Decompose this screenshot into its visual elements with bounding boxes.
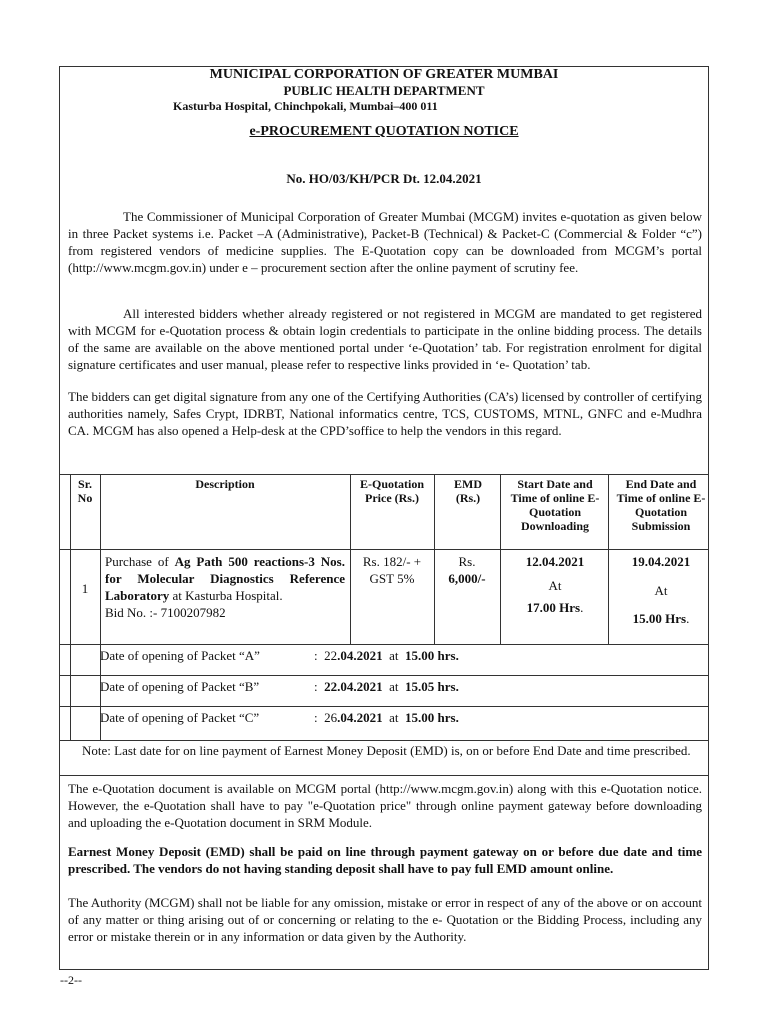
opening-c-value: : 26.04.2021 at 15.00 hrs. (314, 710, 459, 725)
header-description: Description (195, 477, 255, 491)
document-frame (59, 66, 709, 970)
opening-c-label: Date of opening of Packet “C” (100, 710, 260, 725)
emd-note: Note: Last date for on line payment of Earnest Money Deposit (EMD) is, on or before End Date and time prescribed. (82, 743, 691, 758)
emd-payment-paragraph: Earnest Money Deposit (EMD) shall be paid on line through payment gateway on or before due date and time prescribed. The vendors do not having standing deposit shall have to pay full EMD amount online. (68, 844, 702, 876)
row-description: Purchase of Ag Path 500 reactions-3 Nos. for Molecular Diagnostics Reference Laboratory at Kasturba Hospital. Bid No. :- 7100207982 (105, 554, 345, 620)
address: Kasturba Hospital, Chinchpokali, Mumbai–400 011 (173, 99, 438, 113)
org-name: MUNICIPAL CORPORATION OF GREATER MUMBAI (209, 67, 559, 82)
opening-a-value: : 22.04.2021 at 15.00 hrs. (314, 648, 459, 663)
header-sr-no: Sr. No (77, 477, 93, 505)
opening-b-value: : 22.04.2021 at 15.05 hrs. (314, 679, 459, 694)
row-sr-no: 1 (81, 581, 89, 596)
row-price: Rs. 182/- + GST 5% (362, 554, 422, 586)
header-price: E-Quotation Price (Rs.) (359, 477, 424, 505)
row-end-at: At (654, 583, 668, 598)
liability-paragraph: The Authority (MCGM) shall not be liable for any omission, mistake or error in respect of any of the above or on account of any matter or thing arising out of or concerning or relating to the e- Quotation or the Bidding Process, including any error or mistake therein or in any information or data given by the Authority. (68, 895, 702, 944)
header-end-date: End Date and Time of online E-Quotation Submission (616, 477, 706, 533)
bid-number: Bid No. :- 7100207982 (105, 605, 226, 620)
row-start-time: 17.00 Hrs. (526, 600, 584, 615)
header-start-date: Start Date and Time of online E-Quotation Downloading (510, 477, 600, 533)
row-emd: Rs. 6,000/- (448, 554, 486, 586)
row-end-date: 19.04.2021 (631, 554, 691, 569)
header-emd: EMD (Rs.) (454, 477, 482, 505)
notice-title: e-PROCUREMENT QUOTATION NOTICE (249, 124, 519, 139)
document-availability-paragraph: The e-Quotation document is available on MCGM portal (http://www.mcgm.gov.in) along with this e-Quotation notice. However, the e-Quotation shall have to pay "e-Quotation price" through online payment gateway before downloading and uploading the e-Quotation document in SRM Module. (68, 781, 702, 830)
opening-a-label: Date of opening of Packet “A” (100, 648, 260, 663)
page-marker: --2-- (60, 973, 82, 987)
department-name: PUBLIC HEALTH DEPARTMENT (283, 83, 485, 98)
opening-b-label: Date of opening of Packet “B” (100, 679, 260, 694)
digital-signature-paragraph: The bidders can get digital signature from any one of the Certifying Authorities (CA’s) licensed by controller of certifying authorities namely, Safes Crypt, IDRBT, National informatics centre, TCS, CUSTOMS, MTNL, GNFC and e-Mudhra CA. MCGM has also opened a Help-desk at the CPD’soffice to help the vendors in this regard. (68, 389, 702, 438)
table-top-line (60, 474, 708, 475)
intro-paragraph: The Commissioner of Municipal Corporation of Greater Mumbai (MCGM) invites e-quotation as given below in three Packet systems i.e. Packet –A (Administrative), Packet-B (Technical) & Packet-C (Commercial & Folder “c”) from registered vendors of medicine supplies. The E-Quotation copy can be downloaded from MCGM’s portal (http://www.mcgm.gov.in) under e – procurement section after the online payment of scrutiny fee. (68, 209, 702, 275)
reference-number: No. HO/03/KH/PCR Dt. 12.04.2021 (286, 171, 482, 186)
registration-paragraph: All interested bidders whether already registered or not registered in MCGM are mandated to get registered with MCGM for e-Quotation process & obtain login credentials to participate in the online bidding process. The details of the same are available on the above mentioned portal under ‘e-Quotation’ tab. For registration enrolment for digital signature certificates and user manual, please refer to respective links provided in ‘e- Quotation’ tab. (68, 306, 702, 372)
row-end-time: 15.00 Hrs. (632, 611, 690, 626)
row-start-at: At (548, 578, 562, 593)
row-start-date: 12.04.2021 (525, 554, 585, 569)
